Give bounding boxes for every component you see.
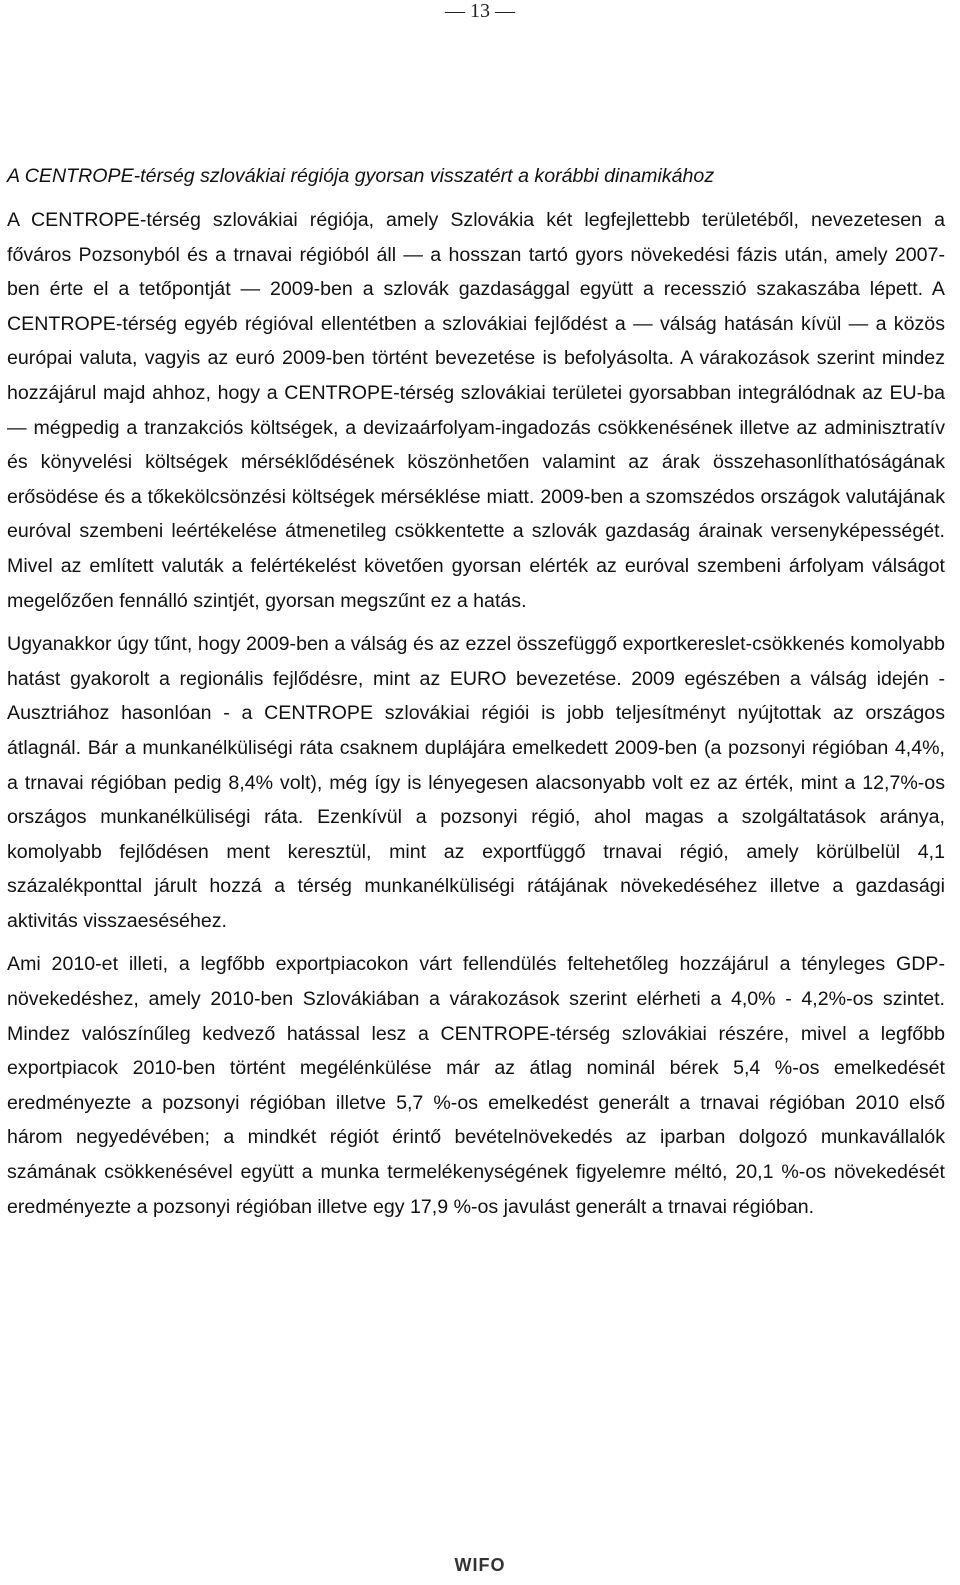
page-number: — 13 — (445, 0, 515, 22)
document-body (7, 159, 945, 1233)
section-heading: A CENTROPE-térség szlovákiai régiója gyorsan visszatért a korábbi dinamikához (7, 165, 715, 187)
wifo-logo: WIFO (454, 1555, 506, 1575)
paragraph-1: A CENTROPE-térség szlovákiai régiója, amely Szlovákia két legfejlettebb területéből, nevezetesen a főváros Pozsonyból és a trnavai régióból áll — a hosszan tartó gyors növekedési fázis után, amely 2007-ben érte el a tetőpontját — 2009-ben a szlovák gazdasággal együtt a recesszió szakaszába lépett. A CENTROPE-térség egyéb régióval ellentétben a szlovákiai fejlődést a — válság hatásán kívül — a közös európai valuta, vagyis az euró 2009-ben történt bevezetése is befolyásolta. A várakozások szerint mindez hozzájárul majd ahhoz, hogy a CENTROPE-térség szlovákiai területei gyorsabban integrálódnak az EU-ba — mégpedig a tranzakciós költségek, a devizaárfolyam-ingadozás csökkenésének illetve az adminisztratív és könyvelési költségek mérséklődésének köszönhetően valamint az árak összehasonlíthatóságának erősödése és a tőkekölcsönzési költségek mérséklése miatt. 2009-ben a szomszédos országok valutájának euróval szembeni leértékelése átmenetileg csökkentette a szlovák gazdaság árainak versenyképességét. Mivel az említett valuták a felértékelést követően gyorsan elérték az euróval szembeni árfolyam válságot megelőzően fennálló szintjét, gyorsan megszűnt ez a hatás. (7, 209, 945, 612)
paragraph-3: Ami 2010-et illeti, a legfőbb exportpiacokon várt fellendülés feltehetőleg hozzájárul a tényleges GDP-növekedéshez, amely 2010-ben Szlovákiában a várakozások szerint elérheti a 4,0% - 4,2%-os szintet. Mindez valószínűleg kedvező hatással lesz a CENTROPE-térség szlovákiai részére, mivel a legfőbb exportpiacok 2010-ben történt megélénkülése már az átlag nominál bérek 5,4 %-os emelkedését eredményezte a pozsonyi régióban illetve 5,7 %-os emelkedést generált a trnavai régióban 2010 első három negyedévében; a mindkét régiót érintő bevételnövekedés az iparban dolgozó munkavállalók számának csökkenésével együtt a munka termelékenységének figyelemre méltó, 20,1 %-os növekedését eredményezte a pozsonyi régióban illetve egy 17,9 %-os javulást generált a trnavai régióban. (7, 953, 945, 1218)
paragraph-2: Ugyanakkor úgy tűnt, hogy 2009-ben a válság és az ezzel összefüggő exportkereslet-csökkenés komolyabb hatást gyakorolt a regionális fejlődésre, mint az EURO bevezetése. 2009 egészében a válság idején - Ausztriához hasonlóan - a CENTROPE szlovákiai régiói is jobb teljesítményt nyújtottak az országos átlagnál. Bár a munkanélküliségi ráta csaknem duplájára emelkedett 2009-ben (a pozsonyi régióban 4,4%, a trnavai régióban pedig 8,4% volt), még így is lényegesen alacsonyabb volt ez az érték, mint a 12,7%-os országos munkanélküliségi ráta. Ezenkívül a pozsonyi régió, ahol magas a szolgáltatások aránya, komolyabb fejlődésen ment keresztül, mint az exportfüggő trnavai régió, amely körülbelül 4,1 százalékponttal járult hozzá a térség munkanélküliségi rátájának növekedéséhez illetve a gazdasági aktivitás visszaeséséhez. (7, 633, 945, 932)
